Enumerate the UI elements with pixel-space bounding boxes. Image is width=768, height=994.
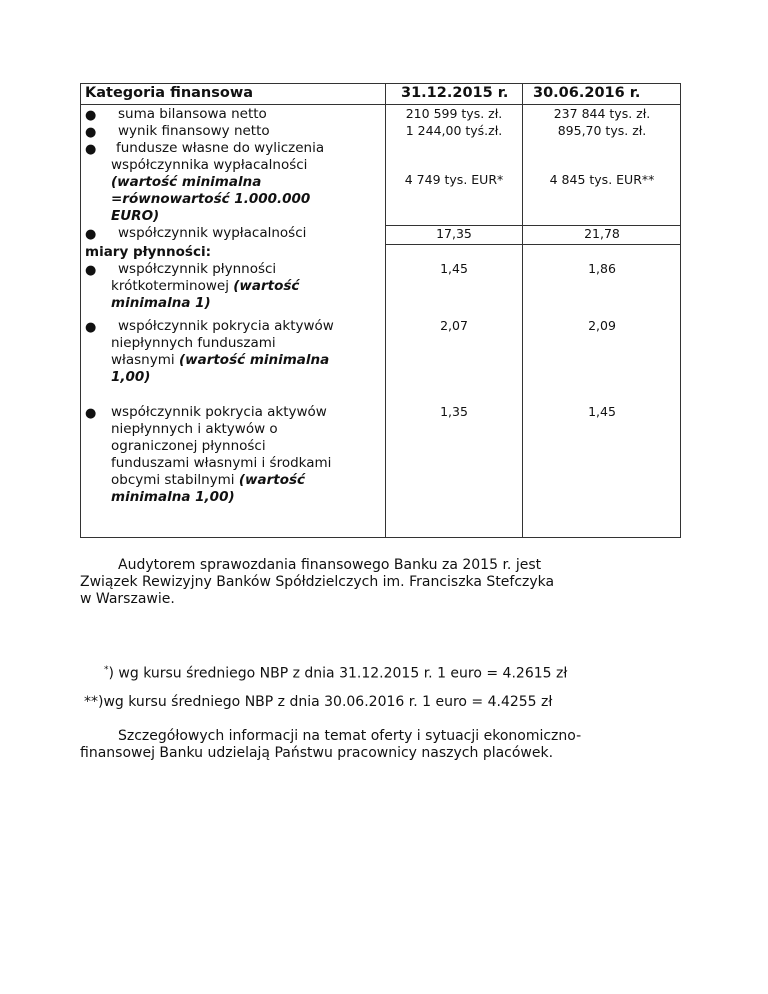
row-note: EURO) xyxy=(111,208,160,224)
value-2015: 1,35 xyxy=(440,404,468,419)
row-note: minimalna 1,00) xyxy=(111,489,235,505)
row-label: współczynnik pokrycia aktywów xyxy=(111,404,327,420)
row-label: niepłynnych i aktywów o xyxy=(111,421,278,437)
bullet-icon: ● xyxy=(85,108,97,123)
row-label: własnymi (wartość minimalna xyxy=(111,352,330,368)
paragraph-line: Audytorem sprawozdania finansowego Banku za 2015 r. jest xyxy=(118,557,542,573)
row-label: krótkoterminowej (wartość xyxy=(111,278,300,294)
footnote-2016: **)wg kursu średniego NBP z dnia 30.06.2016 r. 1 euro = 4.4255 zł xyxy=(84,694,553,710)
column-divider xyxy=(522,84,523,537)
header-date-2015: 31.12.2015 r. xyxy=(401,85,509,101)
value-2015: 1,45 xyxy=(440,261,468,276)
financial-table xyxy=(80,83,681,538)
value-2015: 2,07 xyxy=(440,318,468,333)
row-note: (wartość minimalna xyxy=(111,174,262,190)
footnote-2015: *) wg kursu średniego NBP z dnia 31.12.2015 r. 1 euro = 4.2615 zł xyxy=(104,665,568,682)
value-2016: 4 845 tys. EUR** xyxy=(549,172,655,187)
row-label: współczynnik pokrycia aktywów xyxy=(118,318,334,334)
value-2016: 895,70 tys. zł. xyxy=(557,123,647,138)
value-2016: 1,86 xyxy=(588,261,616,276)
row-label: ograniczonej płynności xyxy=(111,438,266,454)
value-2015: 210 599 tys. zł. xyxy=(405,106,503,121)
row-label: współczynnika wypłacalności xyxy=(111,157,308,173)
paragraph-line: w Warszawie. xyxy=(80,591,175,607)
value-2015: 1 244,00 tyś.zł. xyxy=(405,123,503,138)
row-label: suma bilansowa netto xyxy=(118,106,267,122)
value-2016: 237 844 tys. zł. xyxy=(553,106,651,121)
row-label: wynik finansowy netto xyxy=(118,123,270,139)
bullet-icon: ● xyxy=(85,263,97,278)
value-2016: 1,45 xyxy=(588,404,616,419)
paragraph-line: Szczegółowych informacji na temat oferty i sytuacji ekonomiczno- xyxy=(118,728,582,744)
row-label: współczynnik płynności xyxy=(118,261,277,277)
header-date-2016: 30.06.2016 r. xyxy=(533,85,641,101)
header-category: Kategoria finansowa xyxy=(85,85,254,101)
header-divider xyxy=(81,104,680,105)
value-2016: 2,09 xyxy=(588,318,616,333)
row-note: minimalna 1) xyxy=(111,295,211,311)
bullet-icon: ● xyxy=(85,320,97,335)
contact-paragraph xyxy=(80,728,700,762)
value-2015: 17,35 xyxy=(436,226,472,241)
row-label: współczynnik wypłacalności xyxy=(118,225,307,241)
row-note: 1,00) xyxy=(111,369,151,385)
bullet-icon: ● xyxy=(85,142,97,157)
bullet-icon: ● xyxy=(85,406,97,421)
bullet-icon: ● xyxy=(85,227,97,242)
bullet-icon: ● xyxy=(85,125,97,140)
row-label: fundusze własne do wyliczenia xyxy=(116,140,325,156)
auditor-paragraph xyxy=(80,557,700,608)
row-divider xyxy=(385,244,680,245)
column-divider xyxy=(385,84,386,537)
paragraph-line: finansowej Banku udzielają Państwu pracownicy naszych placówek. xyxy=(80,745,554,761)
value-2015: 4 749 tys. EUR* xyxy=(404,172,504,187)
paragraph-line: Związek Rewizyjny Banków Spółdzielczych im. Franciszka Stefczyka xyxy=(80,574,555,590)
row-note: =równowartość 1.000.000 xyxy=(111,191,311,207)
section-label: miary płynności: xyxy=(85,244,211,260)
row-label: funduszami własnymi i środkami xyxy=(111,455,332,471)
value-2016: 21,78 xyxy=(584,226,620,241)
row-label: obcymi stabilnymi (wartość xyxy=(111,472,306,488)
row-label: niepłynnych funduszami xyxy=(111,335,276,351)
